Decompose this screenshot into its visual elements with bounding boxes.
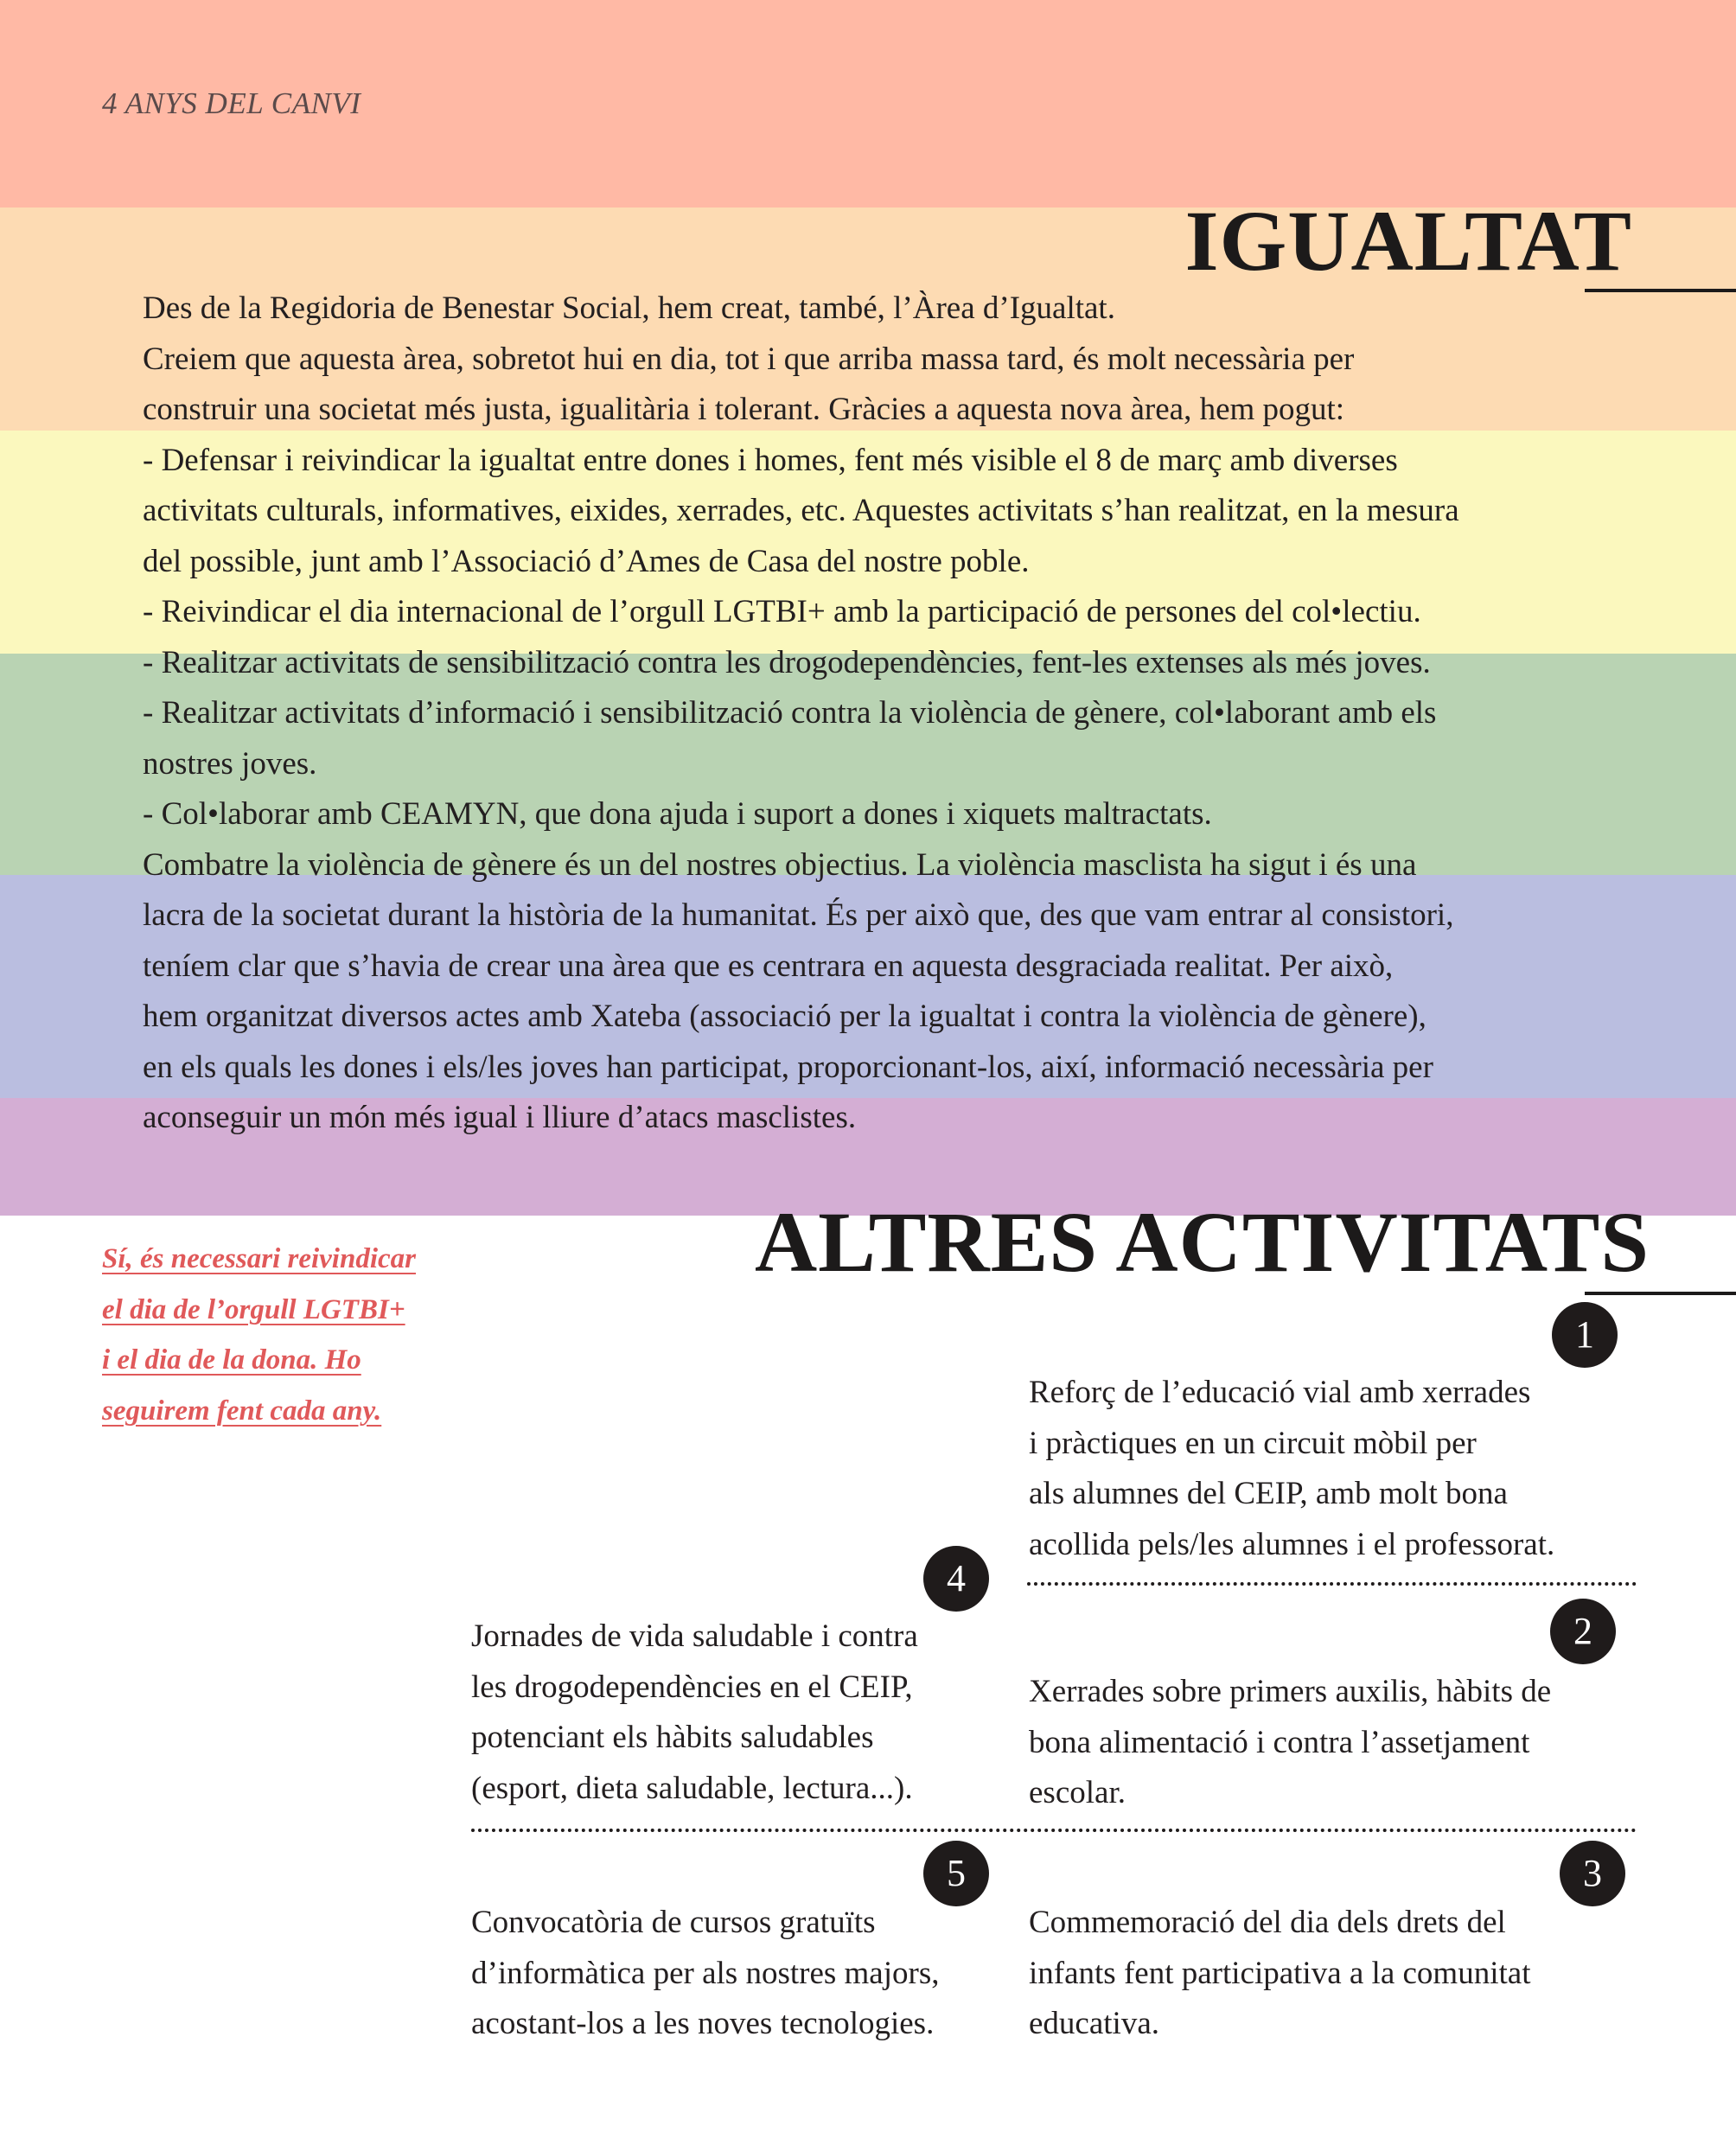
body-line: - Col•laborar amb CEAMYN, que dona ajuda i suport a dones i xiquets maltractats.	[143, 796, 1212, 832]
pull-quote	[102, 1234, 465, 1436]
activity-line: (esport, dieta saludable, lectura...).	[471, 1770, 913, 1806]
body-line: - Realitzar activitats de sensibilització contra les drogodependències, fent-les extenses als més joves.	[143, 644, 1431, 680]
body-line: construir una societat més justa, igualitària i tolerant. Gràcies a aquesta nova àrea, hem pogut:	[143, 392, 1345, 427]
activity-number-badge: 5	[923, 1841, 989, 1906]
dotted-divider	[471, 1829, 1637, 1832]
activity-line: Convocatòria de cursos gratuïts	[471, 1905, 876, 1940]
activity-line: Xerrades sobre primers auxilis, hàbits de	[1029, 1674, 1552, 1709]
activity-line: escolar.	[1029, 1775, 1126, 1810]
quote-line: seguirem fent cada any.	[102, 1395, 382, 1427]
body-line: - Realitzar activitats d’informació i sensibilització contra la violència de gènere, col•laborant amb els	[143, 695, 1437, 731]
activity-line: d’informàtica per als nostres majors,	[471, 1955, 940, 1991]
activity-line: Reforç de l’educació vial amb xerrades	[1029, 1375, 1531, 1410]
body-line: Creiem que aquesta àrea, sobretot hui en dia, tot i que arriba massa tard, és molt necessària per	[143, 341, 1355, 377]
section-title-altres-activitats: ALTRES ACTIVITATS	[754, 1194, 1650, 1290]
activity-item-1	[1029, 1368, 1554, 1570]
igualtat-body	[143, 284, 1647, 1144]
activity-line: Commemoració del dia dels drets del	[1029, 1905, 1506, 1940]
activity-line: infants fent participativa a la comunitat	[1029, 1955, 1531, 1991]
body-line: Des de la Regidoria de Benestar Social, hem creat, també, l’Àrea d’Igualtat.	[143, 290, 1115, 326]
activity-line: potenciant els hàbits saludables	[471, 1720, 874, 1755]
body-line: teníem clar que s’havia de crear una àrea que es centrara en aquesta desgraciada realitat. Per això,	[143, 948, 1394, 984]
activity-line: als alumnes del CEIP, amb molt bona	[1029, 1476, 1508, 1511]
activity-line: acostant-los a les noves tecnologies.	[471, 2006, 935, 2041]
quote-line: i el dia de la dona. Ho	[102, 1344, 361, 1376]
body-line: - Defensar i reivindicar la igualtat entre dones i homes, fent més visible el 8 de març amb diverses	[143, 442, 1398, 478]
title-rule	[1585, 1292, 1736, 1295]
body-line: Combatre la violència de gènere és un del nostres objectius. La violència masclista ha sigut i és una	[143, 846, 1417, 883]
activity-line: acollida pels/les alumnes i el professorat.	[1029, 1526, 1555, 1562]
section-title-igualtat: IGUALTAT	[1184, 193, 1632, 289]
activity-line: i pràctiques en un circuit mòbil per	[1029, 1425, 1477, 1461]
activity-item-5	[471, 1898, 939, 2050]
activity-item-3	[1029, 1898, 1530, 2050]
body-line: del possible, junt amb l’Associació d’Ames de Casa del nostre poble.	[143, 543, 1030, 579]
activity-number-badge: 2	[1550, 1599, 1616, 1664]
quote-line: Sí, és necessari reivindicar	[102, 1243, 416, 1274]
body-line: - Reivindicar el dia internacional de l’orgull LGTBI+ amb la participació de persones del col•lectiu.	[143, 594, 1421, 629]
activity-item-2	[1029, 1667, 1551, 1819]
body-line: aconseguir un món més igual i lliure d’atacs masclistes.	[143, 1100, 857, 1135]
activity-line: les drogodependències en el CEIP,	[471, 1669, 913, 1705]
body-line: activitats culturals, informatives, eixides, xerrades, etc. Aquestes activitats s’han realitzat, en la mesura	[143, 493, 1459, 528]
body-line: nostres joves.	[143, 745, 317, 782]
page-kicker: 4 ANYS DEL CANVI	[102, 86, 361, 120]
activity-number-badge: 1	[1552, 1302, 1618, 1368]
body-line: lacra de la societat durant la història de la humanitat. És per això que, des que vam entrar al consistori,	[143, 897, 1454, 933]
activity-line: Jornades de vida saludable i contra	[471, 1618, 918, 1654]
activity-number-badge: 4	[923, 1546, 989, 1612]
activity-line: bona alimentació i contra l’assetjament	[1029, 1724, 1530, 1760]
dotted-divider	[1027, 1582, 1637, 1586]
activity-item-4	[471, 1612, 918, 1814]
activity-line: educativa.	[1029, 2006, 1159, 2041]
activity-number-badge: 3	[1560, 1841, 1625, 1906]
body-line: hem organitzat diversos actes amb Xateba (associació per la igualtat i contra la violència de gènere),	[143, 999, 1426, 1034]
body-line: en els quals les dones i els/les joves han participat, proporcionant-los, així, informació necessària per	[143, 1049, 1433, 1085]
quote-line: el dia de l’orgull LGTBI+	[102, 1293, 405, 1325]
